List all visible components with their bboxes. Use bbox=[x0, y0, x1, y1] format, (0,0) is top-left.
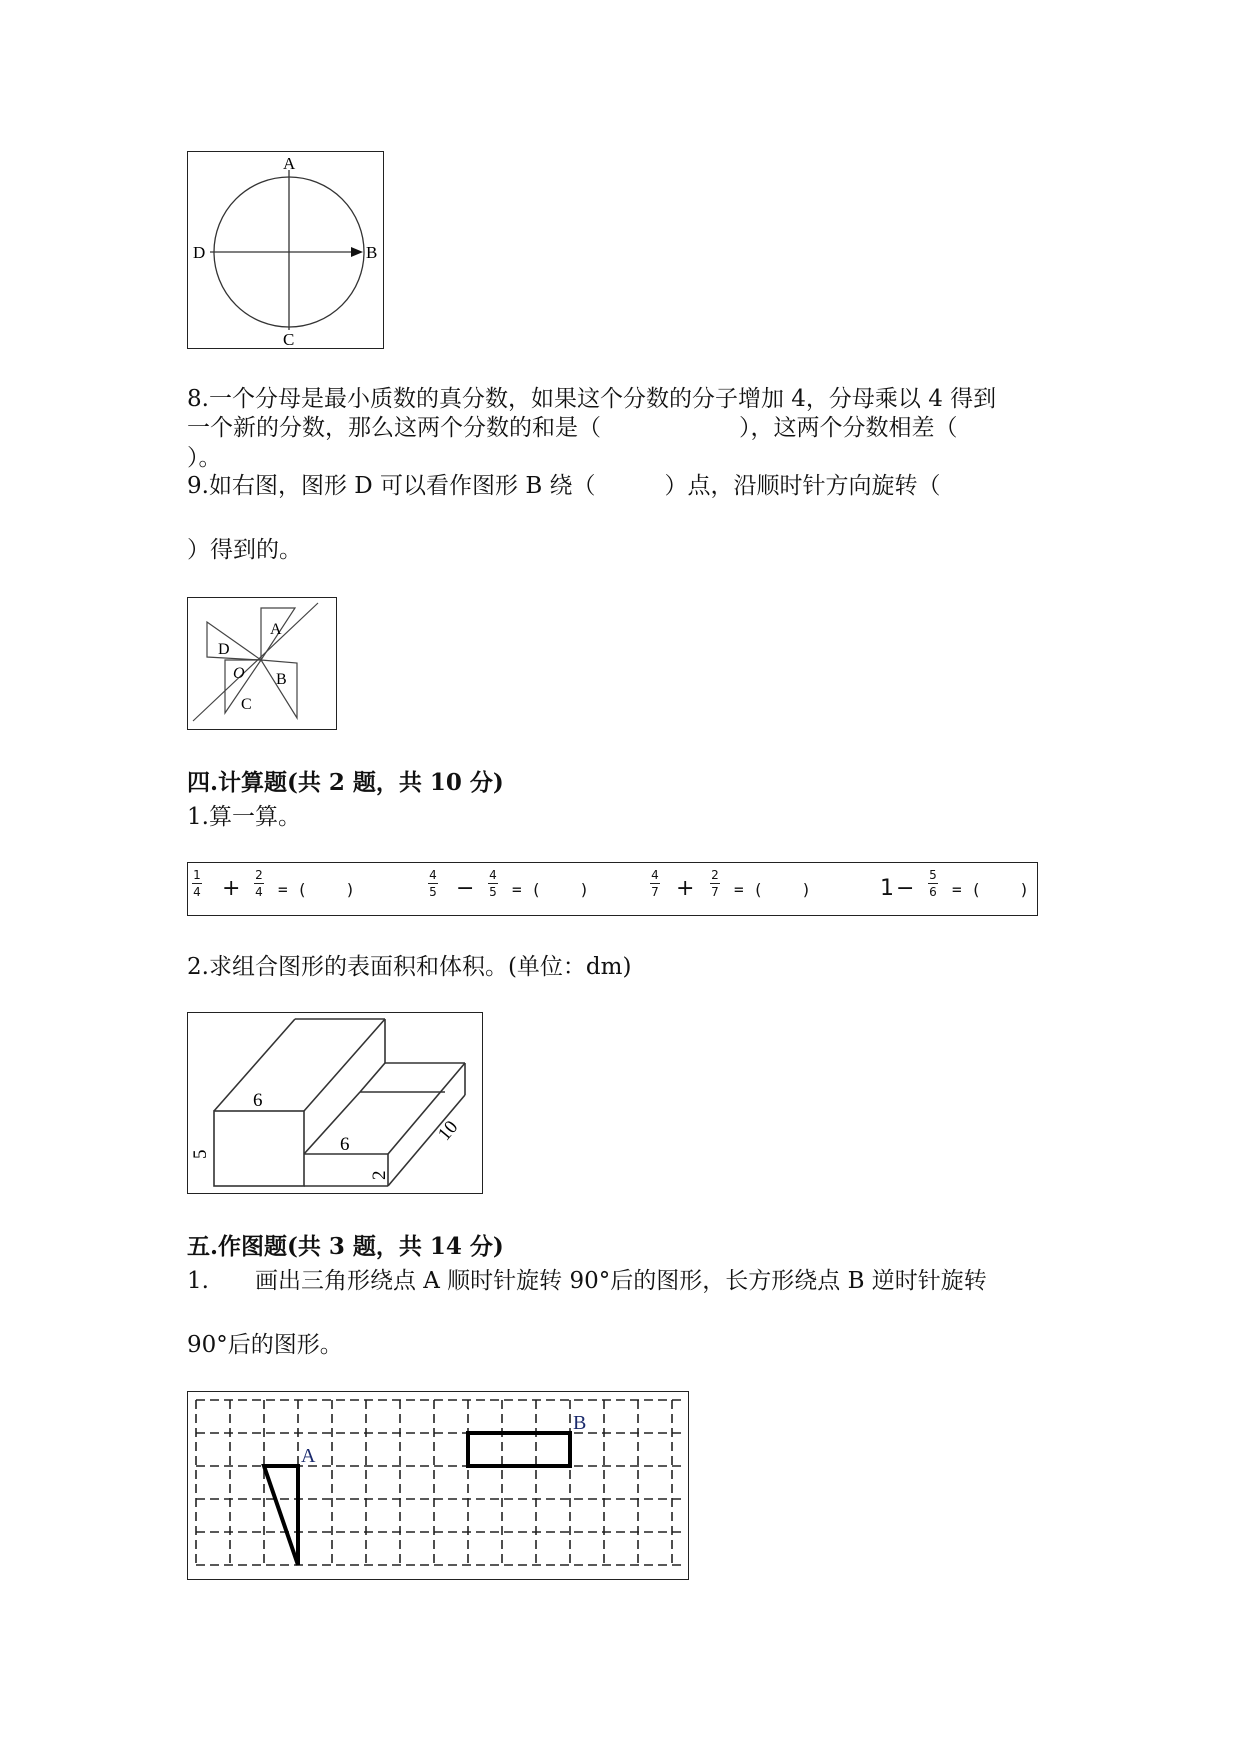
p3-frac-a bbox=[650, 868, 660, 899]
p2-a-den: 5 bbox=[429, 885, 437, 899]
q9-line1: 9.如右图，图形 D 可以看作图形 B 绕（ ）点，沿顺时针方向旋转（ bbox=[187, 473, 941, 499]
p2-a-num: 4 bbox=[429, 868, 437, 882]
grid-triangle bbox=[264, 1466, 298, 1565]
pin-label-o: O bbox=[233, 665, 245, 682]
p1-a-num: 1 bbox=[193, 868, 201, 882]
q9-line2: ）得到的。 bbox=[187, 537, 302, 563]
solid-figure bbox=[187, 1012, 483, 1194]
p1-frac-b bbox=[254, 868, 264, 899]
label-a: A bbox=[283, 154, 296, 173]
solid-label-step-height: 2 bbox=[369, 1170, 390, 1180]
q8-line1: 8.一个分母是最小质数的真分数，如果这个分数的分子增加 4，分母乘以 4 得到 bbox=[187, 386, 997, 412]
calc-box bbox=[187, 862, 1038, 916]
pin-label-d: D bbox=[218, 641, 230, 658]
pin-label-b: B bbox=[276, 671, 287, 688]
p1-b-num: 2 bbox=[255, 868, 263, 882]
solid-label-top-width: 6 bbox=[253, 1090, 263, 1111]
s4-q1-label: 1.算一算。 bbox=[187, 804, 301, 830]
p3-tail: = ( ) bbox=[734, 880, 812, 899]
q8-line3: ）。 bbox=[187, 445, 222, 471]
grid-diagram bbox=[188, 1392, 687, 1578]
label-b: B bbox=[366, 243, 378, 262]
p1-a-den: 4 bbox=[193, 885, 201, 899]
grid-label-a: A bbox=[301, 1445, 316, 1467]
label-d: D bbox=[193, 243, 206, 262]
p1-op: + bbox=[222, 876, 241, 901]
solid-label-step-width: 6 bbox=[340, 1134, 350, 1155]
circle-diagram bbox=[188, 152, 382, 347]
p4-tail: = ( ) bbox=[952, 880, 1030, 899]
p1-tail: = ( ) bbox=[278, 880, 356, 899]
label-c: C bbox=[283, 330, 295, 347]
p3-op: + bbox=[676, 876, 695, 901]
p1-b-den: 4 bbox=[255, 885, 263, 899]
p1-frac-a bbox=[192, 868, 202, 899]
pin-label-a: A bbox=[270, 621, 282, 638]
p2-tail: = ( ) bbox=[512, 880, 590, 899]
pinwheel-diagram bbox=[188, 598, 335, 728]
p3-a-den: 7 bbox=[651, 885, 659, 899]
section5-title: 五.作图题(共 3 题，共 14 分) bbox=[187, 1233, 504, 1260]
p2-frac-b bbox=[488, 868, 498, 899]
p2-b-den: 5 bbox=[489, 885, 497, 899]
p4-whole: 1 bbox=[880, 876, 894, 901]
section4-title: 四.计算题(共 2 题，共 10 分) bbox=[187, 769, 504, 796]
s4-q2-label: 2.求组合图形的表面积和体积。(单位：dm) bbox=[187, 954, 632, 980]
p3-b-den: 7 bbox=[711, 885, 719, 899]
p4-op: − bbox=[896, 876, 915, 901]
pinwheel-figure bbox=[187, 597, 337, 730]
grid-rectangle bbox=[468, 1433, 570, 1466]
p3-frac-b bbox=[710, 868, 720, 899]
p4-frac-b bbox=[928, 868, 938, 899]
q8-line2: 一个新的分数，那么这两个分数的和是（ ），这两个分数相差（ bbox=[187, 415, 958, 441]
circle-figure bbox=[187, 151, 384, 349]
p2-frac-a bbox=[428, 868, 438, 899]
p2-b-num: 4 bbox=[489, 868, 497, 882]
grid-figure bbox=[187, 1391, 689, 1580]
p3-a-num: 4 bbox=[651, 868, 659, 882]
p3-b-num: 2 bbox=[711, 868, 719, 882]
p2-op: − bbox=[456, 876, 475, 901]
solid-label-height: 5 bbox=[190, 1149, 211, 1159]
pin-label-c: C bbox=[241, 696, 252, 713]
s5-q1-line2: 90°后的图形。 bbox=[187, 1332, 343, 1358]
grid-label-b: B bbox=[573, 1412, 587, 1434]
p4-b-num: 5 bbox=[929, 868, 937, 882]
p4-b-den: 6 bbox=[929, 885, 937, 899]
solid-diagram bbox=[188, 1013, 481, 1192]
s5-q1-line1: 1. 画出三角形绕点 A 顺时针旋转 90°后的图形，长方形绕点 B 逆时针旋转 bbox=[187, 1268, 987, 1294]
solid-label-depth: 10 bbox=[433, 1116, 463, 1145]
